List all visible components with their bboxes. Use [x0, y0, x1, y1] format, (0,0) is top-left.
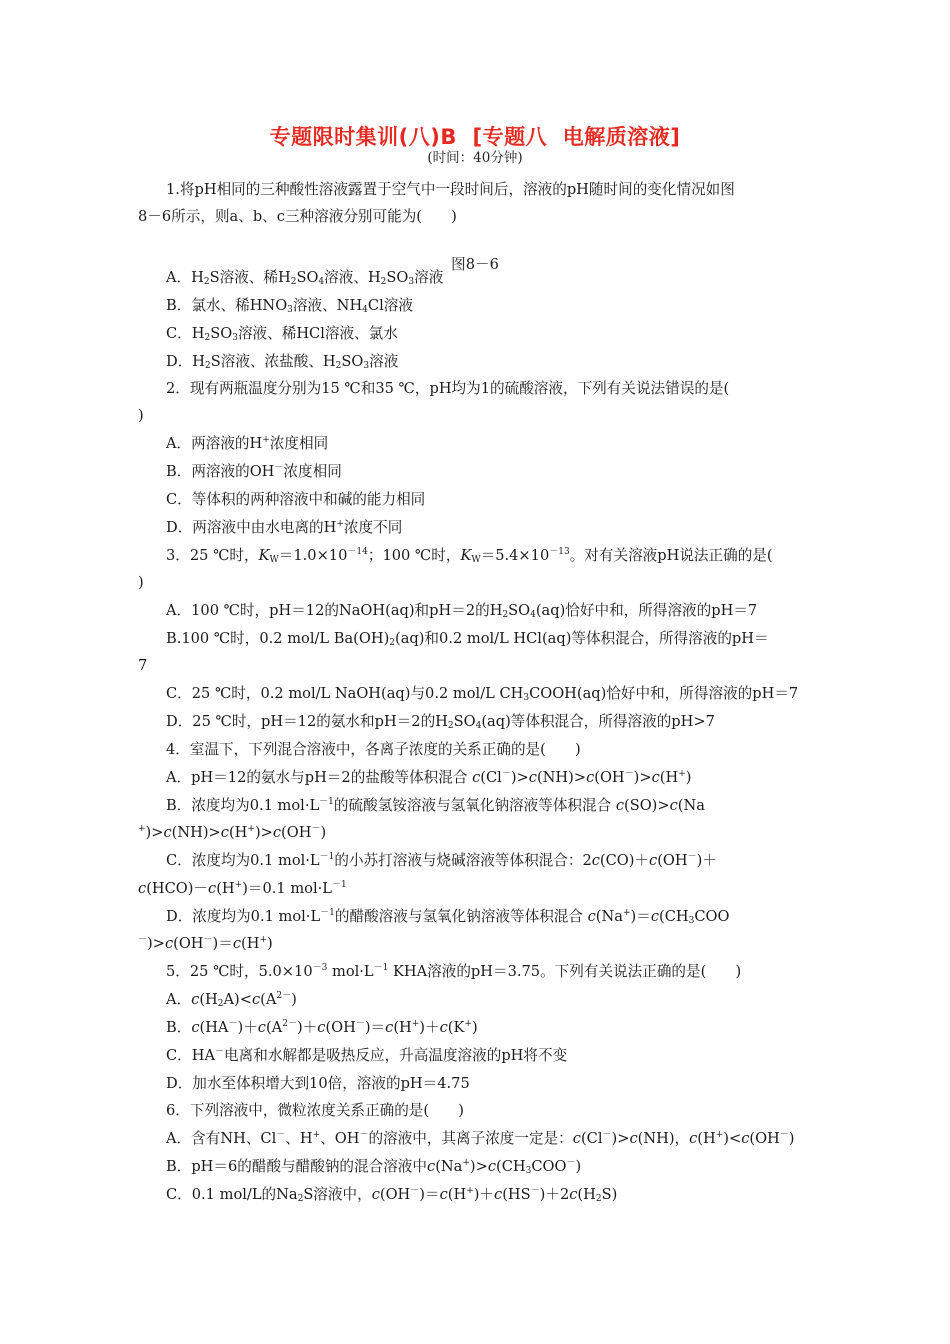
q5-option-d: D．加水至体积增大到10倍，溶液的pH＝4.75 — [166, 1075, 470, 1092]
q4-option-b-line1: B．浓度均为0.1 $mol\cdot L^{-1}$的硫酸氢铵溶液与氢氧化钠溶液等体积混合 c(SO)>c(Na — [166, 797, 705, 814]
q4-option-d-line2: －)>c(OH－)＝c(H+) — [138, 935, 273, 952]
page-title: 专题限时集训(八)B [专题八 电解质溶液] — [269, 125, 681, 149]
q4-option-c-line1: C．浓度均为0.1 $mol\cdot L^{-1}$的小苏打溶液与烧碱溶液等体积混合：2c(CO)＋c(OH－)＋ — [166, 852, 717, 869]
q4-option-b-line2: +)>c(NH)>c(H+)>c(OH－) — [138, 824, 327, 841]
q5-option-c: C．HA－电离和水解都是吸热反应，升高温度溶液的pH将不变 — [166, 1047, 568, 1064]
q6-option-c: C．0.1 mol/L的$Na_2S$溶液中，$c(OH^-)=c(H^+)+c(HS^-)+2c(H_2S)$ — [166, 1186, 618, 1204]
q3-option-b-line1: B.100 ℃时，0.2 mol/L $Ba(OH)_2(aq)$和0.2 mol/L HCl(aq)等体积混合，所得溶液的pH＝ — [166, 630, 769, 648]
q1-stem-line2: 8－6所示，则a、b、c三种溶液分别可能为( ) — [138, 208, 457, 225]
q3-stem-line1: 3．25 ℃时，$K_W=1.0\times 10^{-14}$；100 ℃时，$K_W=5.4\times 10^{-13}$。对有关溶液pH说法正确的是( — [166, 547, 773, 565]
q2-option-b: B．两溶液的OH－浓度相同 — [166, 463, 342, 480]
q1-stem-line1: 1.将pH相同的三种酸性溶液露置于空气中一段时间后，溶液的pH随时间的变化情况如图 — [166, 181, 735, 198]
figure-caption: 图8－6 — [451, 256, 499, 273]
q6-option-a: A．含有NH、Cl－、H+、OH－的溶液中，其离子浓度一定是：c(Cl－)>c(NH)，c(H+)<c(OH－) — [166, 1130, 795, 1147]
q4-option-c-line2: c(HCO)－c(H+)＝0.1 $mol\cdot L^{-1}$ — [138, 880, 347, 897]
q1-option-b: B．氯水、稀$HNO_3$溶液、$NH_4Cl$溶液 — [166, 297, 413, 315]
time-limit-note: (时间：40分钟) — [427, 150, 523, 166]
q4-option-d-line1: D．浓度均为0.1 $mol\cdot L^{-1}$的醋酸溶液与氢氧化钠溶液等体积混合 $c(Na^+)=c(CH_3COO$ — [166, 908, 730, 926]
q1-option-c: C．$H_2SO_3$溶液、稀HCl溶液、氯水 — [166, 325, 398, 343]
q3-stem-line2: ) — [138, 574, 144, 591]
q2-option-a: A．两溶液的H+浓度相同 — [166, 435, 329, 452]
q3-option-b-line2: 7 — [138, 657, 148, 674]
q2-option-d: D．两溶液中由水电离的H+浓度不同 — [166, 519, 403, 536]
q5-option-b: B．$c(HA^-)+c(A^{2-})+c(OH^-)=c(H^+)+c(K^+)$ — [166, 1019, 478, 1036]
q4-stem: 4．室温下，下列混合溶液中，各离子浓度的关系正确的是( ) — [166, 741, 581, 758]
q2-option-c: C．等体积的两种溶液中和碱的能力相同 — [166, 491, 426, 508]
q2-stem-line2: ) — [138, 407, 144, 424]
q3-option-d: D．25 ℃时，pH＝12的氨水和pH＝2的$H_2SO_4(aq)$等体积混合，所得溶液的pH>7 — [166, 713, 715, 731]
q2-stem-line1: 2．现有两瓶温度分别为15 ℃和35 ℃，pH均为1的硫酸溶液，下列有关说法错误的是( — [166, 380, 730, 397]
q5-option-a: A．$c(H_2A)<c(A^{2-})$ — [166, 991, 297, 1009]
q5-stem: 5．25 ℃时，$5.0\times 10^{-3}$ $mol\cdot L^{-1}$ KHA溶液的pH＝3.75。下列有关说法正确的是( ) — [166, 963, 742, 980]
q1-option-a: A．$H_2S$溶液、稀$H_2SO_4$溶液、$H_2SO_3$溶液 — [166, 269, 444, 287]
q6-option-b: B．pH＝6的醋酸与醋酸钠的混合溶液中$c(Na^+)>c(CH_3COO^-)$ — [166, 1158, 582, 1176]
q1-option-d: D．$H_2S$溶液、浓盐酸、$H_2SO_3$溶液 — [166, 353, 399, 371]
q6-stem: 6．下列溶液中，微粒浓度关系正确的是( ) — [166, 1102, 464, 1119]
q3-option-c: C．25 ℃时，0.2 mol/L NaOH(aq)与0.2 mol/L $CH_3COOH(aq)$恰好中和，所得溶液的pH＝7 — [166, 685, 799, 703]
q3-option-a: A．100 ℃时，pH＝12的NaOH(aq)和pH＝2的$H_2SO_4(aq)$恰好中和，所得溶液的pH＝7 — [166, 602, 758, 620]
q4-option-a: A．pH＝12的氨水与pH＝2的盐酸等体积混合 c(Cl－)>c(NH)>c(OH－)>c(H+) — [166, 769, 692, 786]
